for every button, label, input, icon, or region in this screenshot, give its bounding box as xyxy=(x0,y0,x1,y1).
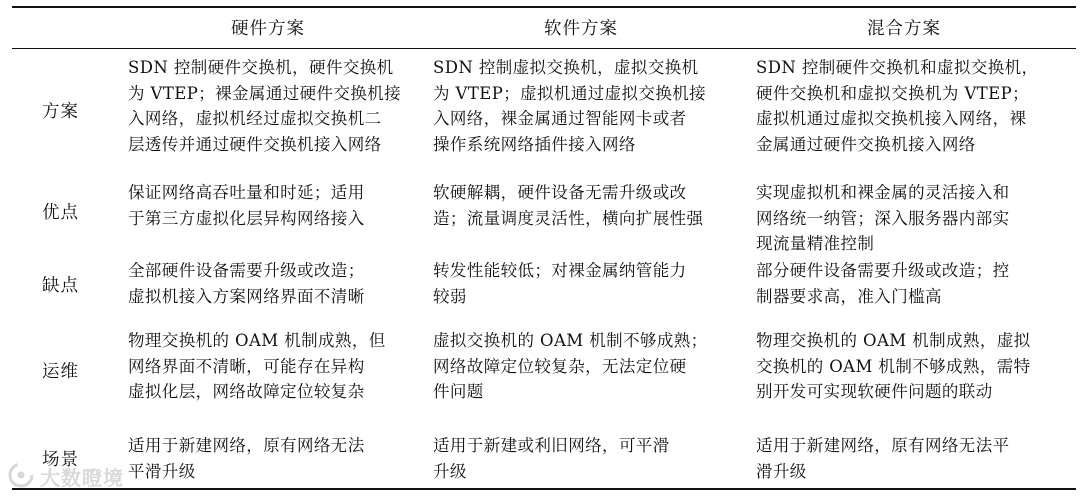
table-cell: 保证网络高吞吐量和时延；适用 于第三方虚拟化层异构网络接入 xyxy=(128,183,365,228)
row-label-advantages: 优点 xyxy=(42,203,79,223)
table-cell: 适用于新建网络，原有网络无法 平滑升级 xyxy=(128,436,365,481)
table-cell: 适用于新建或利旧网络，可平滑 升级 xyxy=(433,436,670,481)
row-label-scenarios: 场景 xyxy=(42,450,79,470)
logo-mark-icon xyxy=(6,460,36,490)
table-cell: 物理交换机的 OAM 机制成熟，但 网络界面不清晰，可能存在异构 虚拟化层，网络故障定位较复杂 xyxy=(128,331,386,401)
table-cell: 全部硬件设备需要升级或改造； 虚拟机接入方案网络界面不清晰 xyxy=(128,261,365,306)
table-cell: SDN 控制硬件交换机，硬件交换机 为 VTEP；裸金属通过硬件交换机接 入网络，虚拟机经过虚拟交换机二 层透传并通过硬件交换机接入网络 xyxy=(128,58,402,154)
table-header-rule xyxy=(12,48,1076,49)
watermark-text: 大数瞪境 xyxy=(40,466,124,490)
header-hardware: 硬件方案 xyxy=(231,19,305,39)
table-cell: SDN 控制虚拟交换机，虚拟交换机 为 VTEP；虚拟机通过虚拟交换机接 入网络，裸金属通过智能网卡或者 操作系统网络插件接入网络 xyxy=(433,58,707,154)
table-cell: 部分硬件设备需要升级或改造；控 制器要求高，准入门槛高 xyxy=(756,261,1010,306)
row-label-operations: 运维 xyxy=(42,362,79,382)
table-top-rule xyxy=(12,6,1076,8)
watermark xyxy=(6,458,146,492)
table-cell: 适用于新建网络，原有网络无法平 滑升级 xyxy=(756,436,1010,481)
table-cell: 软硬解耦，硬件设备无需升级或改 造；流量调度灵活性，横向扩展性强 xyxy=(433,183,704,228)
row-label-disadvantages: 缺点 xyxy=(42,276,79,296)
table-cell: 虚拟交换机的 OAM 机制不够成熟； 网络故障定位较复杂，无法定位硬 件问题 xyxy=(433,331,708,401)
table-cell: 物理交换机的 OAM 机制成熟，虚拟 交换机的 OAM 机制不够成熟，需特 别开发可实现软硬件问题的联动 xyxy=(756,331,1031,401)
header-hybrid: 混合方案 xyxy=(867,19,941,39)
row-label-scheme: 方案 xyxy=(42,102,79,122)
table-cell: 实现虚拟机和裸金属的灵活接入和 网络统一纳管；深入服务器内部实 现流量精准控制 xyxy=(756,183,1010,253)
table-cell: SDN 控制硬件交换机和虚拟交换机， 硬件交换机和虚拟交换机为 VTEP； 虚拟机通过虚拟交换机接入网络，裸 金属通过硬件交换机接入网络 xyxy=(756,58,1039,154)
table-bottom-rule xyxy=(12,488,1076,490)
header-software: 软件方案 xyxy=(544,19,618,39)
table-cell: 转发性能较低；对裸金属纳管能力 较弱 xyxy=(433,261,687,306)
